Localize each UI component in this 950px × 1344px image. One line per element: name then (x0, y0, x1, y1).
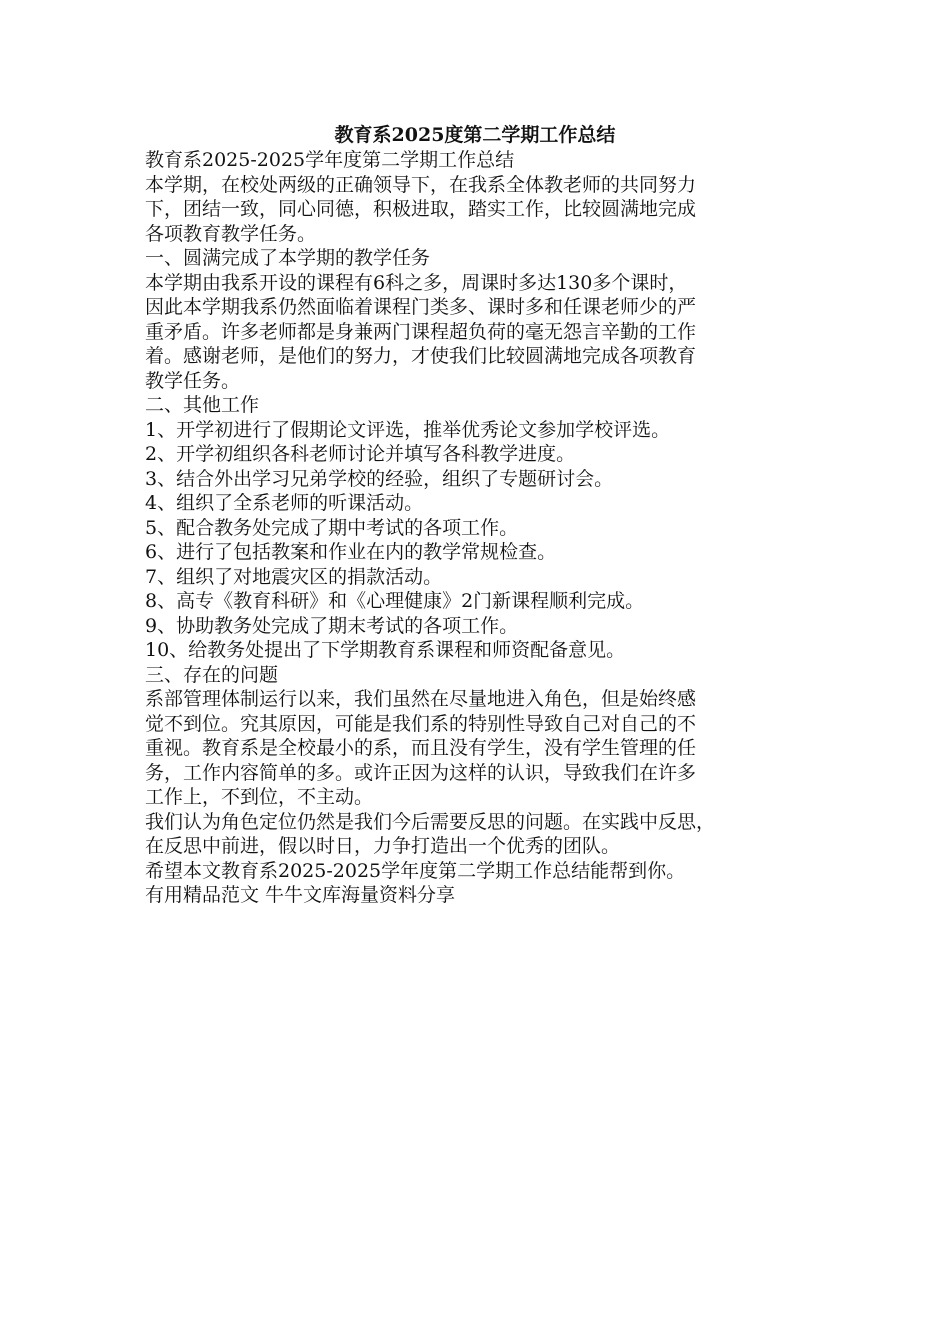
list-item: 5、配合教务处完成了期中考试的各项工作。 (145, 516, 519, 539)
paragraph-line: 各项教育教学任务。 (145, 222, 317, 245)
section-heading: 一、圆满完成了本学期的教学任务 (145, 247, 431, 269)
section-heading: 三、存在的问题 (145, 663, 279, 686)
list-item: 10、给教务处提出了下学期教育系课程和师资配备意见。 (145, 639, 626, 661)
paragraph-line: 下，团结一致，同心同德，积极进取，踏实工作，比较圆满地完成 (145, 198, 697, 220)
paragraph-line: 务，工作内容简单的多。或许正因为这样的认识，导致我们在许多 (145, 761, 697, 784)
paragraph-line: 系部管理体制运行以来，我们虽然在尽量地进入角色，但是始终感 (145, 688, 697, 710)
section-heading: 二、其他工作 (145, 394, 260, 416)
paragraph-line: 重视。教育系是全校最小的系，而且没有学生，没有学生管理的任 (145, 737, 697, 759)
paragraph-line: 本学期，在校处两级的正确领导下，在我系全体教老师的共同努力 (145, 173, 697, 196)
paragraph-line: 教学任务。 (145, 369, 241, 392)
paragraph-line: 觉不到位。究其原因，可能是我们系的特别性导致自己对自己的不 (145, 712, 697, 735)
paragraph-line: 工作上，不到位，不主动。 (145, 786, 374, 808)
footer-line: 有用精品范文 牛牛文库海量资料分享 (145, 884, 456, 906)
closing-line: 希望本文教育系2025-2025学年度第二学期工作总结能帮到你。 (145, 859, 686, 882)
list-item: 2、开学初组织各科老师讨论并填写各科教学进度。 (145, 443, 576, 465)
list-item: 8、高专《教育科研》和《心理健康》2门新课程顺利完成。 (145, 590, 645, 612)
list-item: 1、开学初进行了假期论文评选，推举优秀论文参加学校评选。 (145, 418, 671, 441)
document-body (145, 148, 810, 908)
list-item: 6、进行了包括教案和作业在内的教学常规检查。 (145, 541, 557, 563)
list-item: 4、组织了全系老师的听课活动。 (145, 492, 424, 514)
subtitle-line: 教育系2025-2025学年度第二学期工作总结 (145, 149, 515, 171)
paragraph-line: 重矛盾。许多老师都是身兼两门课程超负荷的毫无怨言辛勤的工作 (145, 320, 697, 343)
paragraph-line: 在反思中前进，假以时日，力争打造出一个优秀的团队。 (145, 835, 621, 857)
paragraph-line: 我们认为角色定位仍然是我们今后需要反思的问题。在实践中反思， (145, 810, 716, 833)
paragraph-line: 本学期由我系开设的课程有6科之多，周课时多达130多个课时， (145, 271, 688, 294)
paragraph-line: 着。感谢老师，是他们的努力，才使我们比较圆满地完成各项教育 (145, 345, 697, 367)
list-item: 3、结合外出学习兄弟学校的经验，组织了专题研讨会。 (145, 467, 614, 490)
list-item: 9、协助教务处完成了期末考试的各项工作。 (145, 614, 519, 637)
list-item: 7、组织了对地震灾区的捐款活动。 (145, 565, 443, 588)
document-title: 教育系2025度第二学期工作总结 (334, 124, 616, 146)
paragraph-line: 因此本学期我系仍然面临着课程门类多、课时多和任课老师少的严 (145, 296, 697, 318)
